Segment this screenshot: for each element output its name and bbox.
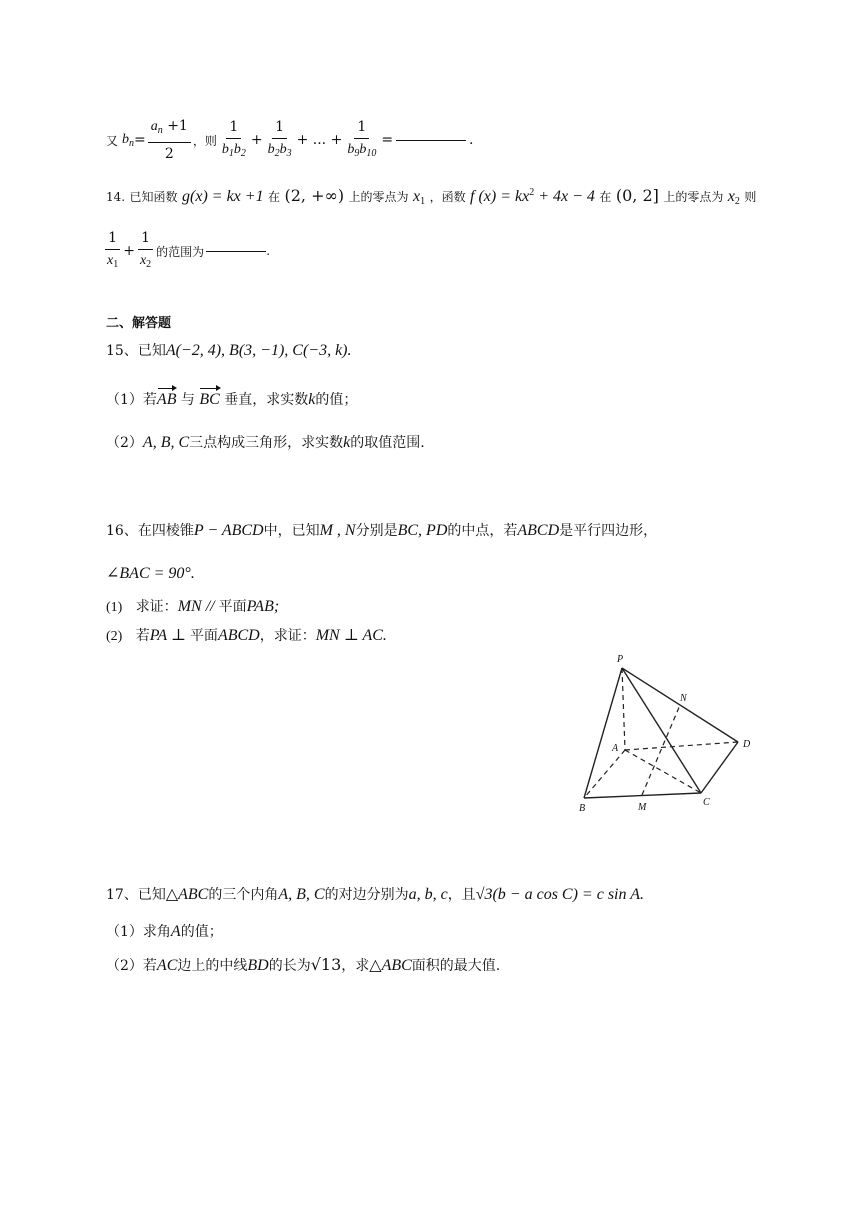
edge-ac xyxy=(625,750,701,793)
label-c: C xyxy=(703,797,710,808)
label-p: P xyxy=(617,654,624,665)
q17-head: 17、已知△ABC的三个内角A, B, C的对边分别为a, b, c，且√3(b − a cos C) = c sin A. xyxy=(106,886,644,903)
label-n: N xyxy=(680,693,687,704)
q14-f: f $(x) = kx^2 + 4x - 4$ xyxy=(470,187,595,205)
q13-b: $b_n$ xyxy=(122,131,135,149)
q14-line2: $\frac{1}{x_1}$ + $\frac{1}{x_2}$ 的范围为 . xyxy=(102,226,270,276)
vector-bc: BC xyxy=(199,391,220,408)
q13-answer-blank xyxy=(396,139,466,141)
edge-cd xyxy=(701,742,738,793)
q14-frac2: $\frac{1}{x_2}$ xyxy=(137,227,154,276)
q13-then: ，则 xyxy=(192,133,217,148)
q14-x2: $x_2$ xyxy=(727,188,740,207)
label-b: B xyxy=(579,803,586,814)
q13-term2: $\frac{1}{b_2b_3}$ xyxy=(265,116,295,165)
q14-interval2: (0, 2] xyxy=(615,186,659,205)
q13-line: 又 $b_n$ = $\frac{a_n +1}{2}$ ，则 $\frac{1}{b_1b_2}$ + $\frac{1}{b_2b_3}$ + ... + $\frac{1}{b_9b_{10}}$ = . xyxy=(106,115,474,165)
q13-equals: = xyxy=(381,132,394,148)
q16-angle: ∠BAC = 90°. xyxy=(106,565,195,582)
q13-bn-fraction: $\frac{a_n +1}{2}$ xyxy=(148,115,191,165)
q13-eq: = xyxy=(134,132,146,148)
q14-interval1: (2, +∞) xyxy=(284,186,345,205)
vector-ab: AB xyxy=(156,391,177,408)
q14-x1: $x_1$ xyxy=(413,188,426,207)
q13-dots: + ... + xyxy=(296,132,343,148)
section-title: 二、解答题 xyxy=(106,316,172,331)
label-d: D xyxy=(743,739,751,750)
edge-pa xyxy=(622,668,625,750)
q14-line1: 14. 已知函数 g(x) = kx +1 在 (2, +∞) 上的零点为 $x_1$ ，函数 f $(x) = kx^2 + 4x - 4$ 在 (0, 2] 上的零点为 $x_2$ 则 xyxy=(106,186,757,207)
q17-part2: （2）若AC边上的中线BD的长为√13，求△ABC面积的最大值. xyxy=(106,955,501,974)
q16-sub2: (2) 若PA ⊥ 平面ABCD，求证：MN ⊥ AC. xyxy=(106,627,387,644)
q13-term1: $\frac{1}{b_1b_2}$ xyxy=(219,116,249,165)
edge-pd xyxy=(622,668,738,742)
q15-part2: （2）A, B, C三点构成三角形，求实数k的取值范围. xyxy=(106,434,425,451)
edge-ab xyxy=(584,750,625,798)
q13-term3: $\frac{1}{b_9b_{10}}$ xyxy=(344,116,379,165)
q15-part1: （1）若AB 与 BC 垂直，求实数k的值； xyxy=(106,391,358,408)
pyramid-figure xyxy=(570,648,760,818)
q15-head: 15、已知A(−2, 4), B(3, −1), C(−3, k). xyxy=(106,342,352,359)
q14-answer-blank xyxy=(206,250,266,252)
edge-pb xyxy=(584,668,622,798)
label-m: M xyxy=(638,802,647,813)
edge-ad xyxy=(625,742,738,750)
label-a: A xyxy=(612,743,619,754)
q14-frac1: $\frac{1}{x_1}$ xyxy=(104,227,121,276)
q13-lead: 又 xyxy=(106,133,119,148)
q16-head: 16、在四棱锥P − ABCD中，已知M , N分别是BC, PD的中点，若ABCD是平行四边形， xyxy=(106,522,658,539)
q17-equation: √3(b − a cos C) = c sin A. xyxy=(475,886,644,903)
edge-pc xyxy=(622,668,701,793)
q14-number: 14. xyxy=(106,190,126,204)
q17-part1: （1）求角A的值； xyxy=(106,923,223,940)
q15-points: A(−2, 4), B(3, −1), C(−3, k). xyxy=(165,342,352,359)
q14-g: g(x) = kx +1 xyxy=(182,188,264,205)
q16-sub1: (1) 求证：MN // 平面PAB; xyxy=(106,598,280,615)
q14-range-text: 的范围为 xyxy=(156,244,205,259)
q13-period: . xyxy=(469,132,474,148)
